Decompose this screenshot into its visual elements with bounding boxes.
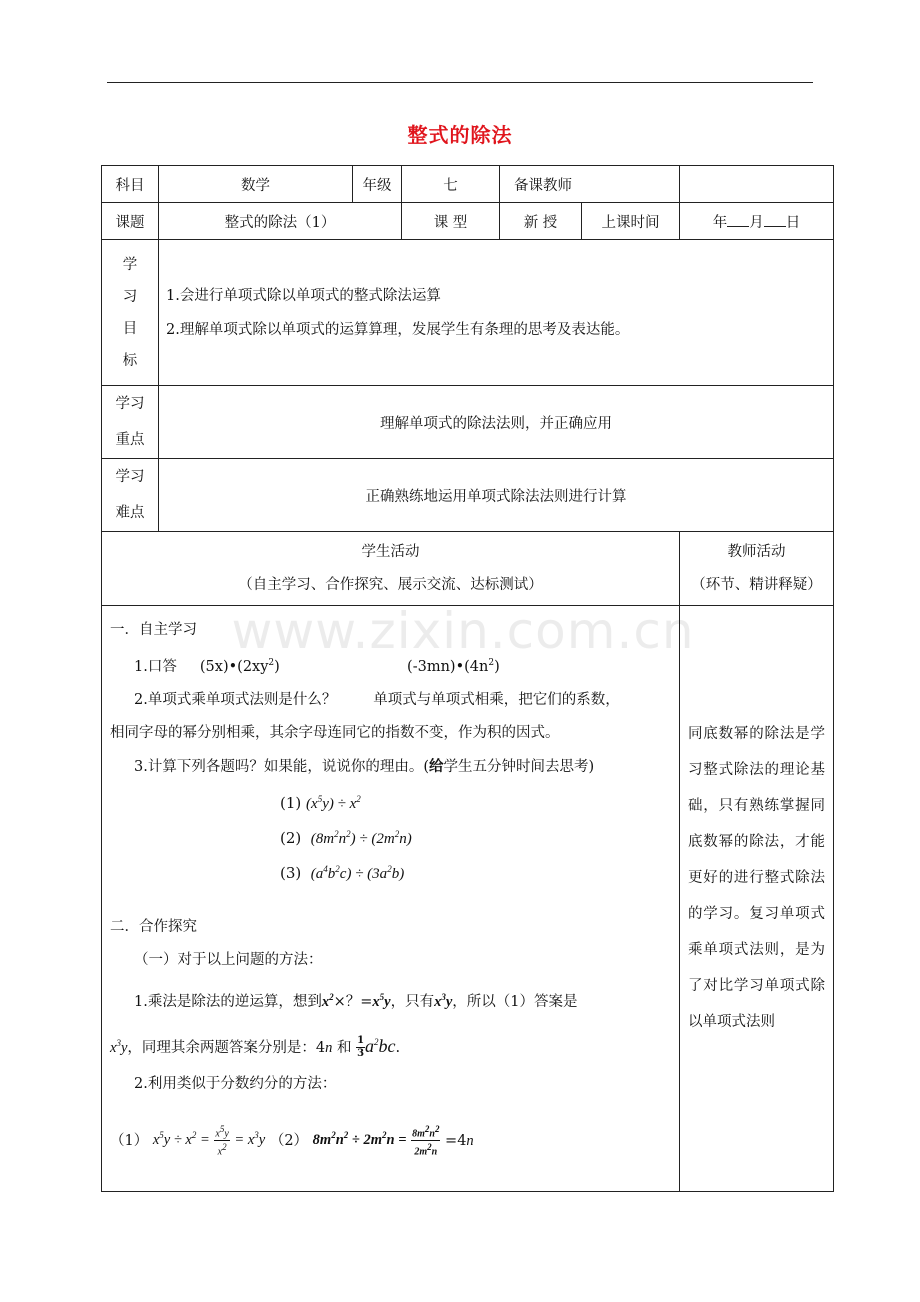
- method-1-cont: $x^3y$，同理其余两题答案分别是：4n 和 $\frac{1}{3}$ $a^2bc$.: [110, 1035, 401, 1060]
- objective-item: 2.理解单项式除以单项式的运算算理，发展学生有条理的思考及表达能。: [166, 321, 630, 338]
- question-2: 2.单项式乘单项式法则是什么？ 单项式与单项式相乘，把它们的系数，: [134, 691, 620, 708]
- teacher-value: [680, 166, 834, 203]
- time-label: 上课时间: [582, 203, 680, 240]
- teacher-note: 同底数幂的除法是学习整式除法的理论基础，只有熟练掌握同底数幂的除法，才能更好的进行整式除法的学习。复习单项式乘单项式法则，是为了对比学习单项式除以单项式法则: [688, 726, 825, 1030]
- difficulty-row: [102, 459, 834, 532]
- key-point-row: [102, 386, 834, 459]
- subject-label: 科目: [102, 166, 159, 203]
- grade-value: 七: [402, 166, 500, 203]
- day-blank: [764, 212, 786, 227]
- student-activity-header: 学生活动 （自主学习、合作探究、展示交流、达标测试）: [102, 532, 680, 606]
- method-1: 1.乘法是除法的逆运算，想到$x^2\times$？$=x^5y$，只有$x^3y$，所以（1）答案是: [134, 991, 578, 1010]
- watermark: www.zixin.com.cn: [231, 602, 695, 660]
- header-row: [102, 166, 834, 203]
- key-point-text: 理解单项式的除法法则，并正确应用: [159, 386, 834, 459]
- month-blank: [727, 212, 749, 227]
- document-title: 整式的除法: [407, 123, 513, 147]
- type-label: 课 型: [402, 203, 500, 240]
- equation-1: (1) $(x^5y) \div x^2$: [280, 793, 361, 812]
- topic-value: 整式的除法（1）: [159, 203, 402, 240]
- equation-2: (2) $(8m^2n^2) \div (2m^2n)$: [280, 828, 412, 847]
- objective-item: 1.会进行单项式除以单项式的整式除法运算: [166, 287, 441, 304]
- difficulty-label: 学习 难点: [102, 459, 159, 532]
- objectives-label: 学 习 目 标: [102, 240, 159, 386]
- header-rule: [107, 82, 813, 83]
- difficulty-text: 正确熟练地运用单项式除法法则进行计算: [159, 459, 834, 532]
- sub-heading: （一）对于以上问题的方法：: [134, 951, 323, 968]
- equation-3: (3) $(a^4b^2c) \div (3a^2b)$: [280, 863, 405, 882]
- type-value: 新 授: [500, 203, 582, 240]
- lesson-plan-table: [101, 165, 834, 1192]
- section-heading: 二．合作探究: [110, 918, 197, 935]
- time-month: 月: [749, 214, 764, 231]
- activity-header-row: [102, 532, 834, 606]
- topic-row: [102, 203, 834, 240]
- topic-label: 课题: [102, 203, 159, 240]
- objectives-row: [102, 240, 834, 386]
- question-2-cont: 相同字母的幂分别相乘，其余字母连同它的指数不变，作为积的因式。: [110, 724, 560, 741]
- teacher-label: 备课教师: [500, 166, 680, 203]
- section-heading: 一．自主学习: [110, 622, 197, 638]
- grade-label: 年级: [353, 166, 402, 203]
- method-2: 2.利用类似于分数约分的方法：: [134, 1075, 337, 1092]
- subject-value: 数学: [159, 166, 353, 203]
- activity-body-row: [102, 606, 834, 1192]
- question-1: 1.口答 $(5x)•(2xy^2)$ $(-3mn)•(4n^2)$: [134, 658, 500, 675]
- time-value: [680, 203, 834, 240]
- student-activity-content: [102, 606, 680, 1192]
- objectives-content: [159, 240, 834, 386]
- method-2-example: （1） $x^5y \div x^2$ = $\frac{x^5y}{x^2}$ = $x^3y$ （2） $8m^2n^2 \div 2m^2n$ = $\frac{8m^2n^2}{2m^2n}$ =4n: [110, 1123, 474, 1158]
- question-3: 3.计算下列各题吗？如果能，说说你的理由。(给学生五分钟时间去思考): [134, 757, 595, 775]
- time-year: 年: [712, 214, 728, 231]
- teacher-activity-content: [680, 606, 834, 1192]
- key-point-label: 学习 重点: [102, 386, 159, 459]
- time-day: 日: [785, 214, 801, 231]
- teacher-activity-header: 教师活动 （环节、精讲释疑）: [680, 532, 834, 606]
